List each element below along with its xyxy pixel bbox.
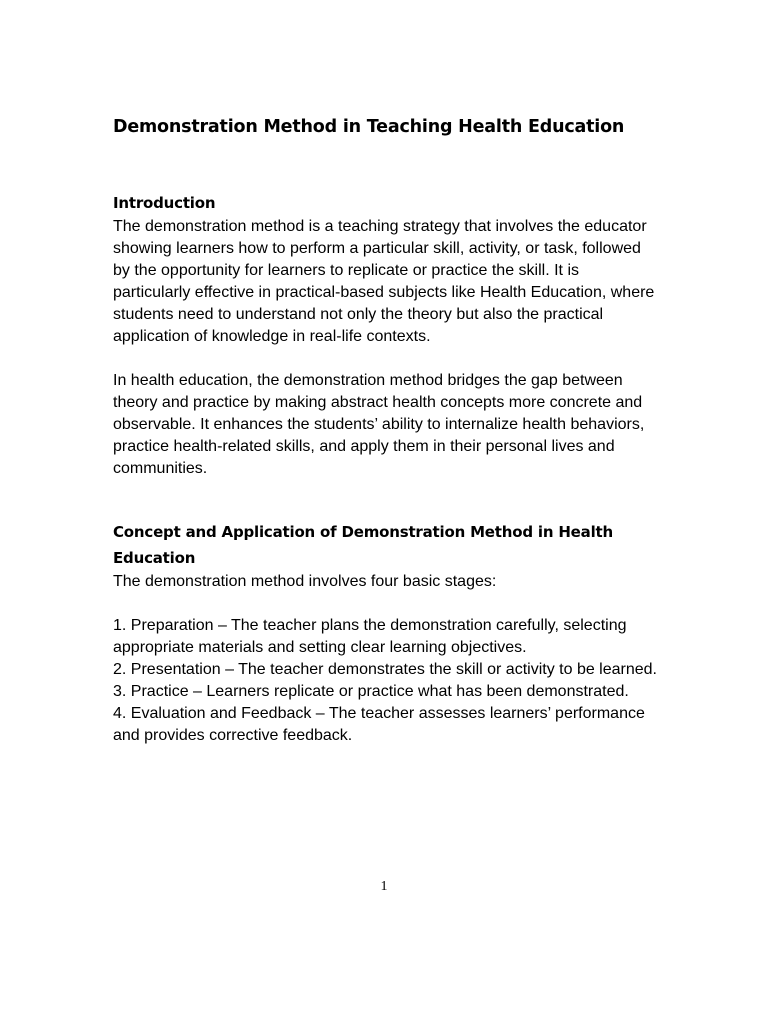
document-title: Demonstration Method in Teaching Health Education: [113, 117, 625, 137]
paragraph-spacer: [113, 348, 658, 370]
page-content: [113, 112, 658, 747]
stages-list: [113, 615, 658, 747]
list-item: 3. Practice – Learners replicate or practice what has been demonstrated.: [113, 683, 629, 700]
paragraph-spacer: [113, 593, 658, 615]
section-heading-concept: Concept and Application of Demonstration Method in Health Education: [113, 523, 613, 567]
list-item: 4. Evaluation and Feedback – The teacher assesses learners’ performance and provides corrective feedback.: [113, 705, 645, 744]
list-item: 2. Presentation – The teacher demonstrates the skill or activity to be learned.: [113, 661, 657, 678]
concept-intro-paragraph: The demonstration method involves four basic stages:: [113, 573, 497, 590]
intro-paragraph-1: The demonstration method is a teaching strategy that involves the educator showing learners how to perform a particular skill, activity, or task, followed by the opportunity for learners to replicate or practice the skill. It is particularly effective in practical-based subjects like Health Education, where students need to understand not only the theory but also the practical application of knowledge in real-life contexts.: [113, 218, 655, 345]
list-item: 1. Preparation – The teacher plans the demonstration carefully, selecting appropriate materials and setting clear learning objectives.: [113, 617, 627, 656]
page-number: 1: [380, 879, 388, 894]
intro-paragraph-2: In health education, the demonstration method bridges the gap between theory and practice by making abstract health concepts more concrete and observable. It enhances the students’ ability to internalize health behaviors, practice health-related skills, and apply them in their personal lives and communities.: [113, 372, 645, 477]
section-heading-introduction: Introduction: [113, 194, 216, 212]
